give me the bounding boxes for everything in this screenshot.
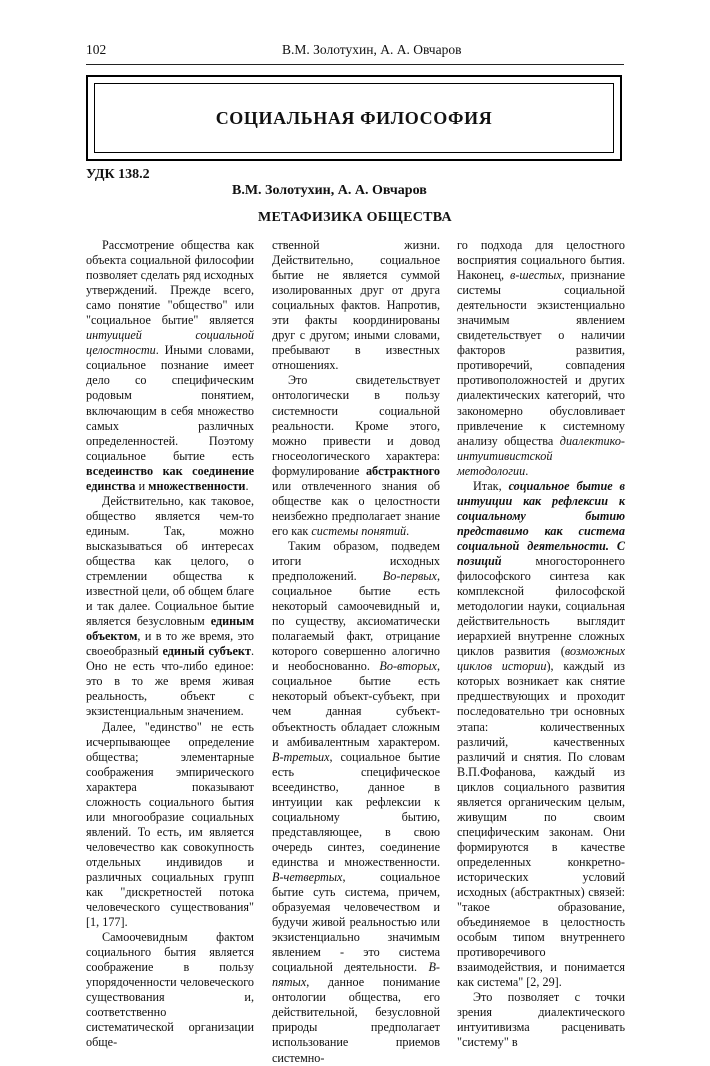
- running-header-authors: В.М. Золотухин, А. А. Овчаров: [282, 42, 462, 57]
- text-column-2: [272, 238, 440, 1066]
- text-column-3: [457, 238, 625, 1051]
- paragraph: Самоочевидным фактом социального бытия является соображение в пользу упорядоченности человеческого существования и, соответственно систематической организации обще-: [86, 930, 254, 1050]
- section-heading-box: [86, 75, 622, 161]
- running-header: [86, 42, 624, 60]
- paragraph: Это свидетельствует онтологически в пользу системности социальной реальности. Кроме этого, можно привести и довод гносеологического характера: формулирование абстрактного или отвлеченного знания об обществе как о целостности неизбежно предполагает знание его как системы понятий.: [272, 373, 440, 538]
- article-authors: В.М. Золотухин, А. А. Овчаров: [232, 183, 427, 198]
- section-title: СОЦИАЛЬНАЯ ФИЛОСОФИЯ: [215, 107, 493, 128]
- page-number: 102: [86, 42, 107, 57]
- paragraph: Рассмотрение общества как объекта социальной философии позволяет сделать ряд исходных утверждений. Прежде всего, само понятие "общество" или "социальное бытие" является интуицией социальной целостности. Иными словами, социальное познание имеет дело со специфическим родовым понятием, включающим в себя множество самых различных определенностей. Поэтому социальное бытие есть вседеинство как соединение единства и множественности.: [86, 238, 254, 493]
- paragraph: го подхода для целостного восприятия социального бытия. Наконец, в-шестых, признание системы социальной деятельности экзистенциально значимым явлением свидетельствует о наличии факторов развития, противоречий, совпадения противоположностей и других диалектических категорий, что закономерно обусловливает привлечение к системному анализу общества диалектико-интуитивистской методологии.: [457, 238, 626, 478]
- paragraph: Действительно, как таковое, общество является чем-то единым. Так, можно высказываться об интересах общества как целого, о стремлении общества к известной цели, об общем благе и так далее. Социальное бытие является безусловным единым объектом, и в то же время, это своеобразный единый субъект. Оно не есть что-либо единое: это в то же время живая реальность, объект с экзистенциальным значением.: [86, 493, 254, 719]
- paragraph: Далее, "единство" не есть исчерпывающее определение общества; элементарные соображения эмпирического характера показывают сложность социального бытия или многообразие социальных явлений. То есть, им является человечество как совокупность отдельных индивидов и различных социальных групп как "дискретностей потока человеческого существования" [1, 177].: [86, 719, 254, 930]
- paragraph: Это позволяет с точки зрения диалектического интуитивизма расценивать "систему" в: [457, 990, 625, 1050]
- udc-code: УДК 138.2: [86, 167, 150, 182]
- header-rule: [86, 64, 624, 65]
- article-title: МЕТАФИЗИКА ОБЩЕСТВА: [258, 210, 452, 225]
- section-heading-inner-frame: [94, 83, 614, 153]
- paragraph: Таким образом, подведем итоги исходных предположений. Во-первых, социальное бытие есть некоторый самоочевидный и, по существу, аксиоматически полагаемый факт, отрицание которого совершенно алогично и необоснованно. Во-вторых, социальное бытие есть некоторый объект-субъект, при чем данная субъект-объектность обладает сложным и амбивалентным характером. В-третьих, социальное бытие есть специфическое всеединство, данное в интуиции как рефлексии к социальному бытию, представляющее, в свою очередь синтез, соединение единства и множественности. В-четвертых, социальное бытие суть система, причем, образуемая человечеством и будучи живой реальностью или экзистенциально значимым явлением - это система социальной деятельности. В-пятых, данное понимание онтологии общества, его действительной, безусловной природы предполагает использование приемов системно-: [272, 538, 440, 1065]
- text-column-1: [86, 238, 254, 1051]
- paragraph: ственной жизни. Действительно, социальное бытие не является суммой изолированных друг от друга социальных фактов. Напротив, эти факты координированы друг с другом; иными словами, пребывают в известных отношениях.: [272, 238, 440, 373]
- paragraph: Итак, социальное бытие в интуиции как рефлексии к социальному бытию представимо как система социальной деятельности. С позиций многостороннего философского синтеза как комплексной философской методологии науки, социальная действительность выглядит иерархией внутренне сложных циклов развития (возможных циклов истории), каждый из которых возникает как снятие предшествующих и проходит последовательно три основных этапа: количественных различий, качественных различий и снятия. По словам В.П.Фофанова, каждый из циклов социального развития является органическим целым, живущим по своим специфическим законам. Они формируются в качестве определенных конкретно-исторических условий исходных (абстрактных) связей: "такое образование, объединяемое в целостность особым типом внутреннего противоречивого взаимодействия, и понимается как система" [2, 29].: [457, 478, 626, 990]
